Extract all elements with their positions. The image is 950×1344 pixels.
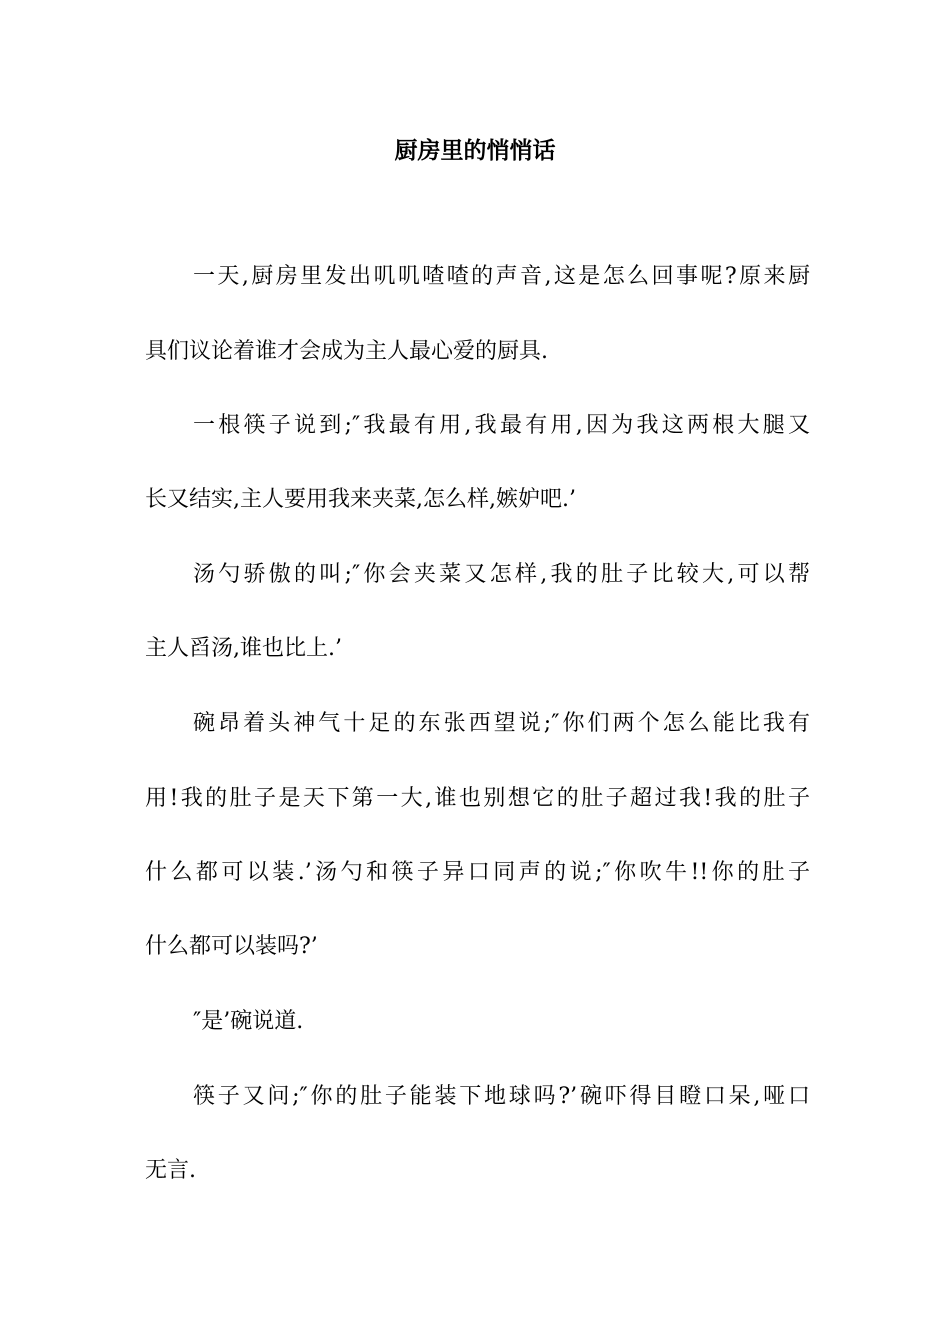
paragraph-2-line-1: 一根筷子说到;″我最有用,我最有用,因为我这两根大腿又 xyxy=(193,413,810,438)
paragraph-3-line-1: 汤勺骄傲的叫;″你会夹菜又怎样,我的肚子比较大,可以帮 xyxy=(193,562,810,587)
paragraph-1-line-2: 具们议论着谁才会成为主人最心爱的厨具. xyxy=(145,339,548,364)
paragraph-6-line-2: 无言. xyxy=(145,1158,196,1183)
paragraph-4-line-1: 碗昂着头神气十足的东张西望说;″你们两个怎么能比我有 xyxy=(193,711,810,736)
paragraph-2-line-2: 长又结实,主人要用我来夹菜,怎么样,嫉妒吧.’ xyxy=(145,487,576,512)
page-title: 厨房里的悄悄话 xyxy=(394,138,556,164)
paragraph-4-line-2: 用!我的肚子是天下第一大,谁也别想它的肚子超过我!我的肚子 xyxy=(145,786,810,811)
paragraph-4-line-4: 什么都可以装吗?’ xyxy=(145,934,318,959)
paragraph-3-line-2: 主人舀汤,谁也比上.’ xyxy=(145,636,342,661)
paragraph-6-line-1: 筷子又问;″你的肚子能装下地球吗?’碗吓得目瞪口呆,哑口 xyxy=(193,1084,810,1109)
paragraph-1-line-1: 一天,厨房里发出叽叽喳喳的声音,这是怎么回事呢?原来厨 xyxy=(193,264,810,289)
paragraph-5-line-1: ″是’碗说道. xyxy=(193,1009,304,1034)
paragraph-4-line-3: 什么都可以装.’汤勺和筷子异口同声的说;″你吹牛!!你的肚子 xyxy=(145,860,810,885)
